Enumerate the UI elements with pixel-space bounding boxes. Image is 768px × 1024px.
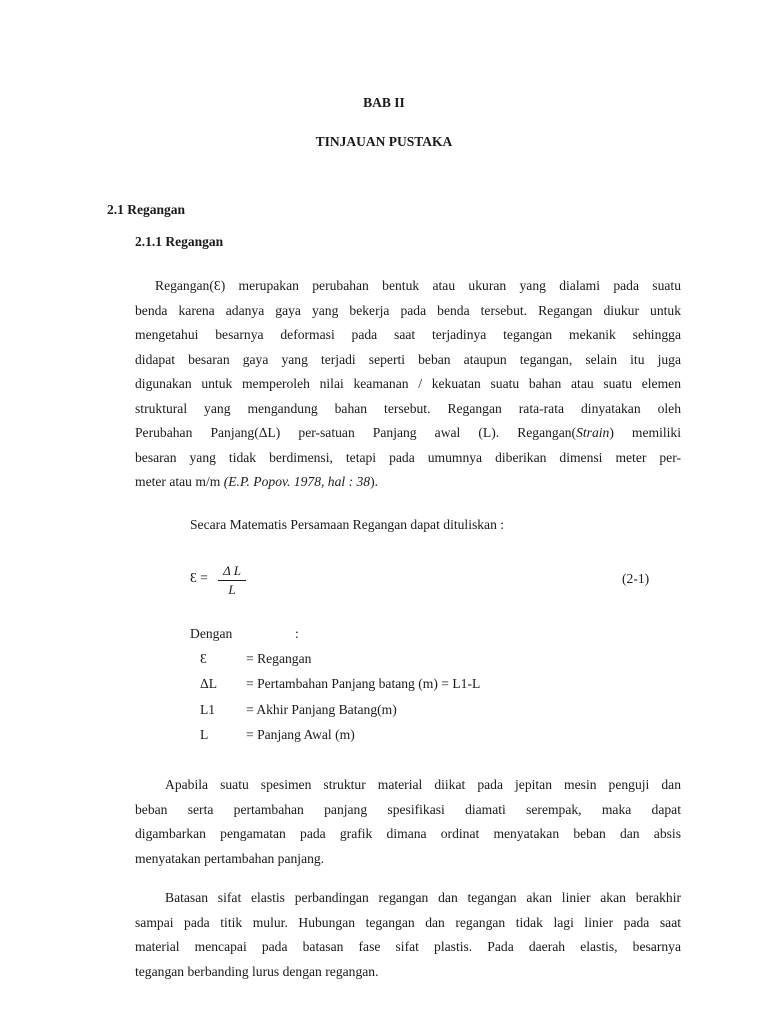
fraction-denominator: L: [228, 582, 236, 597]
strain-term: Strain: [576, 425, 610, 440]
chapter-heading: BAB II: [363, 95, 405, 110]
paragraph-line: Regangan(Ɛ) merupakan perubahan bentuk atau ukuran yang dialami pada suatu: [155, 278, 681, 293]
equation-number: (2-1): [622, 571, 650, 586]
paragraph-line: Perubahan Panjang(ΔL) per-satuan Panjang awal (L). Regangan(Strain) memiliki: [135, 425, 681, 440]
paragraph-line: digunakan untuk memperoleh nilai keamanan / kekuatan suatu bahan atau suatu elemen: [135, 376, 681, 391]
paragraph-specimen-test: [135, 773, 681, 871]
paragraph-line: besaran yang tidak berdimensi, tetapi pada umumnya diberikan dimensi meter per-: [135, 449, 681, 465]
fraction-bar: [218, 580, 246, 581]
paragraph-line: mengetahui besarnya deformasi pada saat terjadinya tegangan mekanik sehingga: [135, 327, 681, 342]
paragraph-line: Batasan sifat elastis perbandingan regangan dan tegangan akan linier akan berakhir: [165, 890, 681, 905]
definition-text: = Panjang Awal (m): [246, 727, 355, 742]
definition-symbol: L1: [200, 702, 216, 717]
paragraph-line: meter atau m/m (E.P. Popov. 1978, hal : 38).: [135, 474, 379, 489]
paragraph-line: Apabila suatu spesimen struktur material diikat pada jepitan mesin penguji dan: [165, 777, 681, 792]
paragraph-line: benda karena adanya gaya yang bekerja pada benda tersebut. Regangan diukur untuk: [135, 302, 681, 318]
paragraph-line: material mencapai pada batasan fase sifat plastis. Pada daerah elastis, besarnya: [135, 939, 681, 954]
definition-text: = Regangan: [246, 651, 312, 666]
citation: (E.P. Popov. 1978, hal : 38: [223, 474, 371, 489]
paragraph-elastic-limit: [135, 886, 681, 984]
paragraph-line: tegangan berbanding lurus dengan regangan.: [135, 963, 379, 979]
paragraph-line: beban serta pertambahan panjang spesifikasi diamati serempak, maka dapat: [135, 801, 681, 817]
section-heading: 2.1 Regangan: [107, 202, 186, 217]
chapter-title: TINJAUAN PUSTAKA: [315, 134, 453, 149]
paragraph-strain-definition: [135, 274, 681, 495]
where-label: Dengan: [190, 626, 233, 641]
subsection-heading: 2.1.1 Regangan: [135, 234, 224, 249]
where-colon: :: [295, 626, 299, 641]
fraction-numerator: Δ L: [223, 563, 241, 578]
definition-text: = Akhir Panjang Batang(m): [246, 702, 397, 717]
definition-symbol: L: [200, 727, 209, 742]
equation-intro: Secara Matematis Persamaan Regangan dapat dituliskan :: [190, 517, 505, 532]
paragraph-line: didapat besaran gaya yang terjadi seperti beban ataupun tegangan, selain itu juga: [135, 351, 681, 367]
paragraph-line: sampai pada titik mulur. Hubungan tegangan dan regangan tidak lagi linier pada saat: [135, 914, 681, 930]
paragraph-line: menyatakan pertambahan panjang.: [135, 850, 325, 866]
equation-fraction: [218, 563, 246, 598]
equation-lhs: Ɛ =: [190, 570, 208, 585]
definition-text: = Pertambahan Panjang batang (m) = L1-L: [246, 676, 481, 691]
definition-symbol: ΔL: [200, 676, 218, 691]
paragraph-line: digambarkan pengamatan pada grafik dimana ordinat menyatakan beban dan absis: [135, 826, 681, 841]
paragraph-line: struktural yang mengandung bahan tersebut. Regangan rata-rata dinyatakan oleh: [135, 400, 681, 416]
definition-symbol: Ɛ: [200, 651, 207, 666]
